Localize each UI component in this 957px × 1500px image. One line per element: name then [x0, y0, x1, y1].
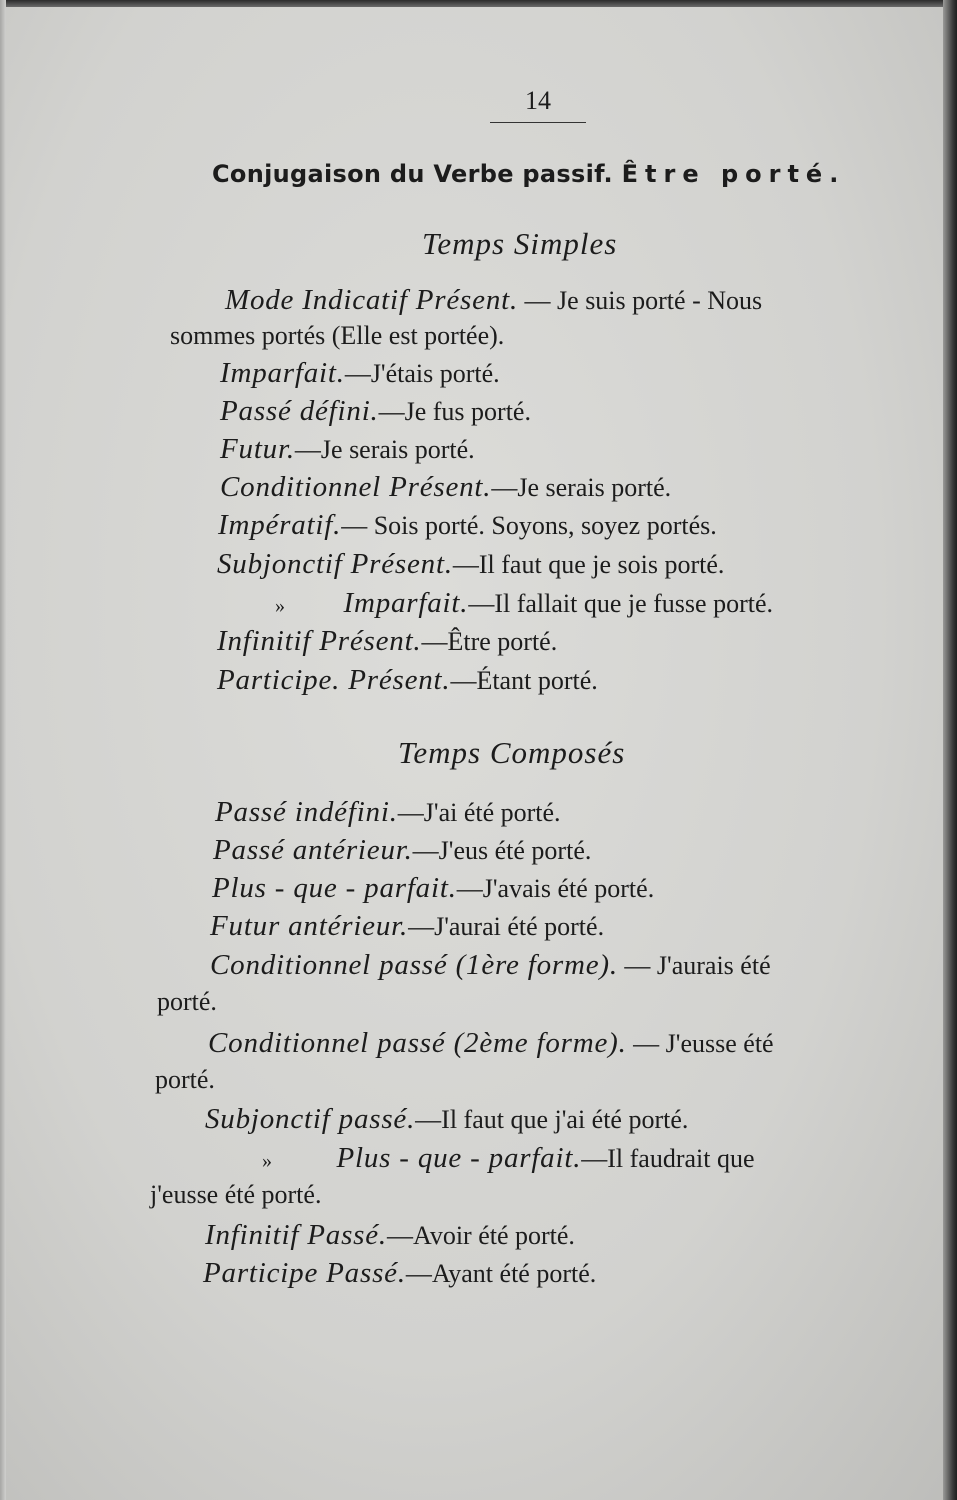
conjugation-entry — [215, 797, 561, 828]
conjugation-text: — Je suis porté - Nous — [524, 286, 763, 315]
conjugation-entry — [218, 510, 717, 541]
conjugation-entry — [212, 873, 654, 904]
conjugation-text: —Il faut que j'ai été porté. — [415, 1105, 689, 1134]
page-title — [212, 160, 845, 188]
conjugation-text: —Être porté. — [421, 627, 558, 656]
page-left-edge — [0, 0, 6, 1500]
conjugation-text: —J'avais été porté. — [456, 874, 655, 903]
conjugation-text: —J'aurai été porté. — [408, 912, 605, 941]
conjugation-continuation: porté. — [157, 987, 217, 1016]
ditto-mark: » — [275, 595, 285, 617]
conjugation-entry — [205, 1104, 688, 1135]
conjugation-entry — [262, 1143, 755, 1176]
conjugation-continuation: sommes portés (Elle est portée). — [170, 321, 505, 350]
conjugation-entry — [275, 588, 773, 621]
conjugation-text: —Je serais porté. — [491, 473, 672, 502]
tense-label: Participe Passé. — [203, 1257, 406, 1289]
conjugation-text: —J'étais porté. — [344, 359, 500, 388]
title-verb: Être porté. — [621, 160, 846, 188]
conjugation-text: —Il faudrait que — [581, 1144, 755, 1173]
page-top-edge — [0, 0, 957, 7]
tense-label: Infinitif Passé. — [205, 1219, 387, 1251]
tense-label: Futur. — [220, 433, 295, 465]
conjugation-entry — [220, 472, 671, 503]
tense-label: Participe. Présent. — [217, 664, 451, 696]
tense-label: Conditionnel Présent. — [220, 471, 492, 503]
tense-label: Imparfait. — [343, 587, 469, 619]
page-binding-edge — [943, 0, 957, 1500]
conjugation-entry — [225, 285, 762, 316]
tense-label: Passé défini. — [220, 395, 379, 427]
title-main: Conjugaison du Verbe passif. — [212, 160, 613, 188]
conjugation-text: —J'eus été porté. — [412, 836, 592, 865]
ditto-mark: » — [262, 1150, 272, 1172]
tense-label: Mode Indicatif Présent. — [225, 284, 519, 316]
tense-label: Impératif. — [218, 509, 342, 541]
conjugation-text: — Sois porté. Soyons, soyez portés. — [341, 511, 717, 540]
tense-label: Conditionnel passé (1ère forme). — [210, 949, 618, 981]
conjugation-entry — [220, 434, 475, 465]
tense-label: Conditionnel passé (2ème forme). — [208, 1027, 627, 1059]
tense-label: Plus - que - parfait. — [336, 1142, 582, 1174]
section-heading: Temps Composés — [398, 735, 626, 770]
conjugation-entry — [203, 1258, 596, 1289]
conjugation-text: —Je fus porté. — [378, 397, 531, 426]
conjugation-entry — [217, 665, 598, 696]
tense-label: Infinitif Présent. — [217, 625, 422, 657]
tense-label: Subjonctif Présent. — [217, 548, 453, 580]
conjugation-entry — [210, 911, 604, 942]
conjugation-text: —Avoir été porté. — [386, 1221, 575, 1250]
section-heading: Temps Simples — [422, 226, 618, 261]
tense-label: Futur antérieur. — [210, 910, 409, 942]
conjugation-text: — J'aurais été — [624, 951, 771, 980]
tense-label: Passé antérieur. — [213, 834, 413, 866]
conjugation-text: —Il faut que je sois porté. — [452, 550, 725, 579]
conjugation-entry — [220, 358, 500, 389]
page-number: 14 — [525, 86, 551, 115]
conjugation-entry — [217, 626, 557, 657]
conjugation-entry — [205, 1220, 575, 1251]
tense-label: Imparfait. — [220, 357, 345, 389]
conjugation-continuation: j'eusse été porté. — [150, 1180, 322, 1209]
conjugation-entry — [217, 549, 724, 580]
conjugation-entry — [210, 950, 771, 981]
conjugation-text: —Ayant été porté. — [405, 1259, 597, 1288]
tense-label: Passé indéfini. — [215, 796, 398, 828]
conjugation-text: —J'ai été porté. — [397, 798, 561, 827]
conjugation-entry — [208, 1028, 774, 1059]
conjugation-text: —Je serais porté. — [294, 435, 475, 464]
tense-label: Plus - que - parfait. — [212, 872, 457, 904]
conjugation-continuation: porté. — [155, 1065, 215, 1094]
tense-label: Subjonctif passé. — [205, 1103, 416, 1135]
conjugation-text: —Il fallait que je fusse porté. — [468, 589, 773, 618]
conjugation-entry — [220, 396, 531, 427]
conjugation-entry — [213, 835, 591, 866]
conjugation-text: —Étant porté. — [450, 666, 598, 695]
conjugation-text: — J'eusse été — [633, 1029, 774, 1058]
page-number-rule — [490, 122, 586, 123]
